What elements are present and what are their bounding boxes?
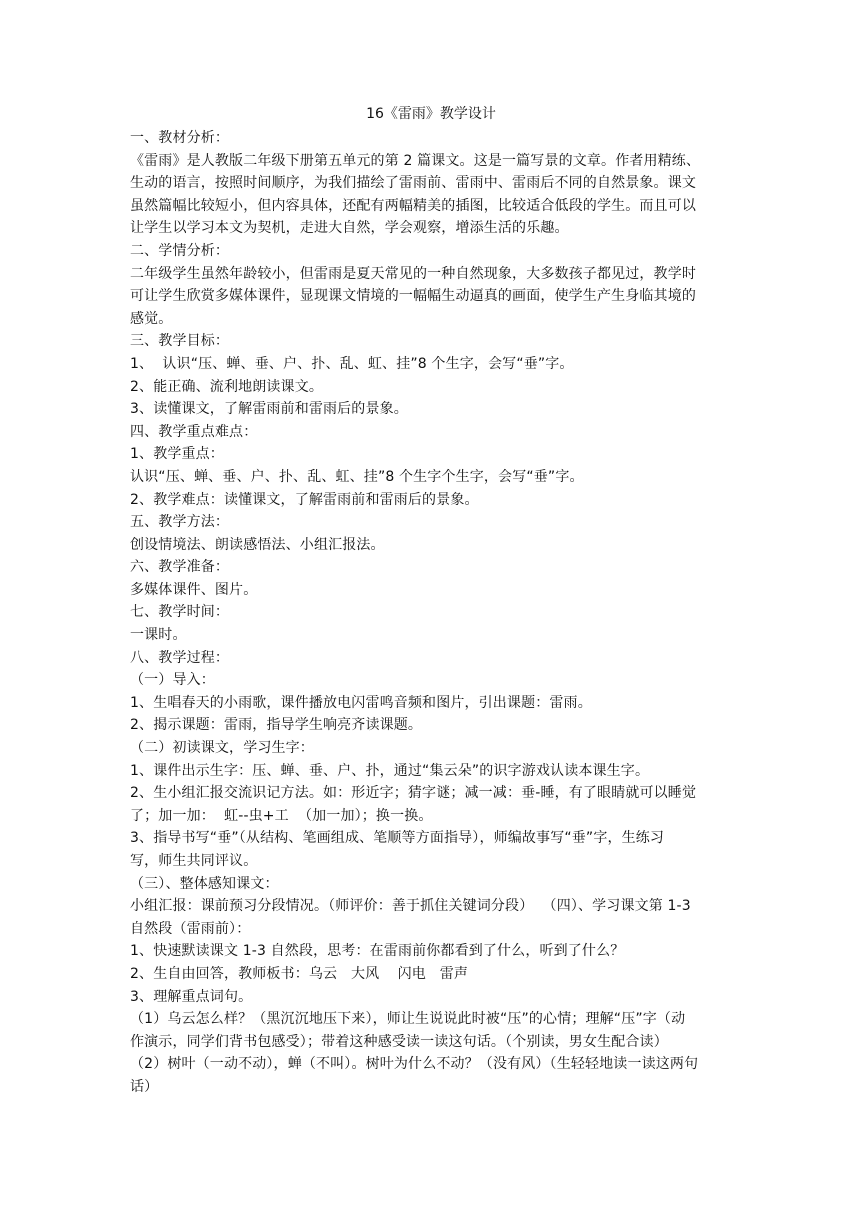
text-line: 生动的语言，按照时间顺序，为我们描绘了雷雨前、雷雨中、雷雨后不同的自然景象。课文 xyxy=(130,175,696,192)
text-line: （三）、整体感知课文： xyxy=(130,875,279,892)
text-line: 话） xyxy=(130,1078,159,1095)
text-line: 二、学情分析： xyxy=(130,242,230,259)
text-line: 2、揭示课题：雷雨，指导学生响亮齐读课题。 xyxy=(130,717,423,734)
text-line: 自然段（雷雨前）： xyxy=(130,920,251,937)
text-line: 《雷雨》是人教版二年级下册第五单元的第 2 篇课文。这是一篇写景的文章。作者用精练、 xyxy=(130,152,701,169)
text-line: 2、生小组汇报交流识记方法。如：形近字；猜字谜；减一减：垂-睡，有了眼睛就可以睡觉 xyxy=(130,785,697,802)
text-line: 1、快速默读课文 1-3 自然段，思考：在雷雨前你都看到了什么，听到了什么？ xyxy=(130,943,625,960)
text-line: 1、课件出示生字：压、蝉、垂、户、扑，通过“集云朵”的识字游戏认读本课生字。 xyxy=(130,762,650,779)
text-line: 一、教材分析： xyxy=(130,130,230,146)
text-line: 了；加一加： 虹--虫+工 （加一加）；换一换。 xyxy=(130,807,433,824)
text-line: 八、教学过程： xyxy=(130,649,230,666)
text-line: 1、教学重点： xyxy=(130,446,224,463)
text-line: （1）乌云怎么样？（黑沉沉地压下来），师让生说说此时被“压”的心情；理解“压”字（动 xyxy=(130,1011,686,1028)
text-line: 2、生自由回答，教师板书：乌云 大风 闪电 雷声 xyxy=(130,965,469,982)
document-title: 16《雷雨》教学设计 xyxy=(366,106,496,122)
text-line: 可让学生欣赏多媒体课件，显现课文情境的一幅幅生动逼真的画面，使学生产生身临其境的 xyxy=(130,288,696,305)
text-line: 二年级学生虽然年龄较小，但雷雨是夏天常见的一种自然现象，大多数孩子都见过，教学时 xyxy=(130,265,696,282)
text-line: 五、教学方法： xyxy=(130,514,230,531)
text-line: 3、理解重点词句。 xyxy=(130,988,253,1005)
text-line: （一）导入： xyxy=(130,672,215,689)
document-body xyxy=(130,127,732,1099)
text-line: 认识“压、蝉、垂、户、扑、乱、虹、挂”8 个生字个生字，会写“垂”字。 xyxy=(130,468,584,485)
text-line: 写，师生共同评议。 xyxy=(130,853,258,869)
text-line: 一课时。 xyxy=(130,627,187,644)
text-line: 让学生以学习本文为契机，走进大自然，学会观察，增添生活的乐趣。 xyxy=(130,220,569,237)
text-line: 多媒体课件、图片。 xyxy=(130,581,258,598)
text-line: 小组汇报：课前预习分段情况。（师评价：善于抓住关键词分段） （四）、学习课文第 1-3 xyxy=(130,898,691,915)
text-line: 感觉。 xyxy=(130,310,173,327)
text-line: 3、指导书写“垂”（从结构、笔画组成、笔顺等方面指导），师编故事写“垂”字，生练习 xyxy=(130,830,665,847)
text-line: 2、能正确、流利地朗读课文。 xyxy=(130,378,324,395)
text-line: 三、教学目标： xyxy=(130,333,230,350)
text-line: （二）初读课文，学习生字： xyxy=(130,740,314,757)
text-line: 创设情境法、朗读感悟法、小组汇报法。 xyxy=(130,536,385,553)
text-line: 四、教学重点难点： xyxy=(130,423,258,440)
text-line: 七、教学时间： xyxy=(130,604,230,621)
text-line: 1、 认识“压、蝉、垂、户、扑、乱、虹、挂”8 个生字，会写“垂”字。 xyxy=(130,355,574,372)
text-line: 2、教学难点：读懂课文，了解雷雨前和雷雨后的景象。 xyxy=(130,491,479,508)
text-line: 1、生唱春天的小雨歌，课件播放电闪雷鸣音频和图片，引出课题：雷雨。 xyxy=(130,694,592,711)
text-line: 3、读懂课文，了解雷雨前和雷雨后的景象。 xyxy=(130,401,408,418)
text-line: 虽然篇幅比较短小，但内容具体，还配有两幅精美的插图，比较适合低段的学生。而且可以 xyxy=(130,197,696,214)
text-line: 作演示，同学们背书包感受）；带着这种感受读一读这句话。（个别读，男女生配合读） xyxy=(130,1033,668,1050)
text-line: 六、教学准备： xyxy=(130,559,230,576)
text-line: （2）树叶（一动不动），蝉（不叫）。树叶为什么不动？（没有风）（生轻轻地读一读这两句 xyxy=(130,1056,699,1073)
